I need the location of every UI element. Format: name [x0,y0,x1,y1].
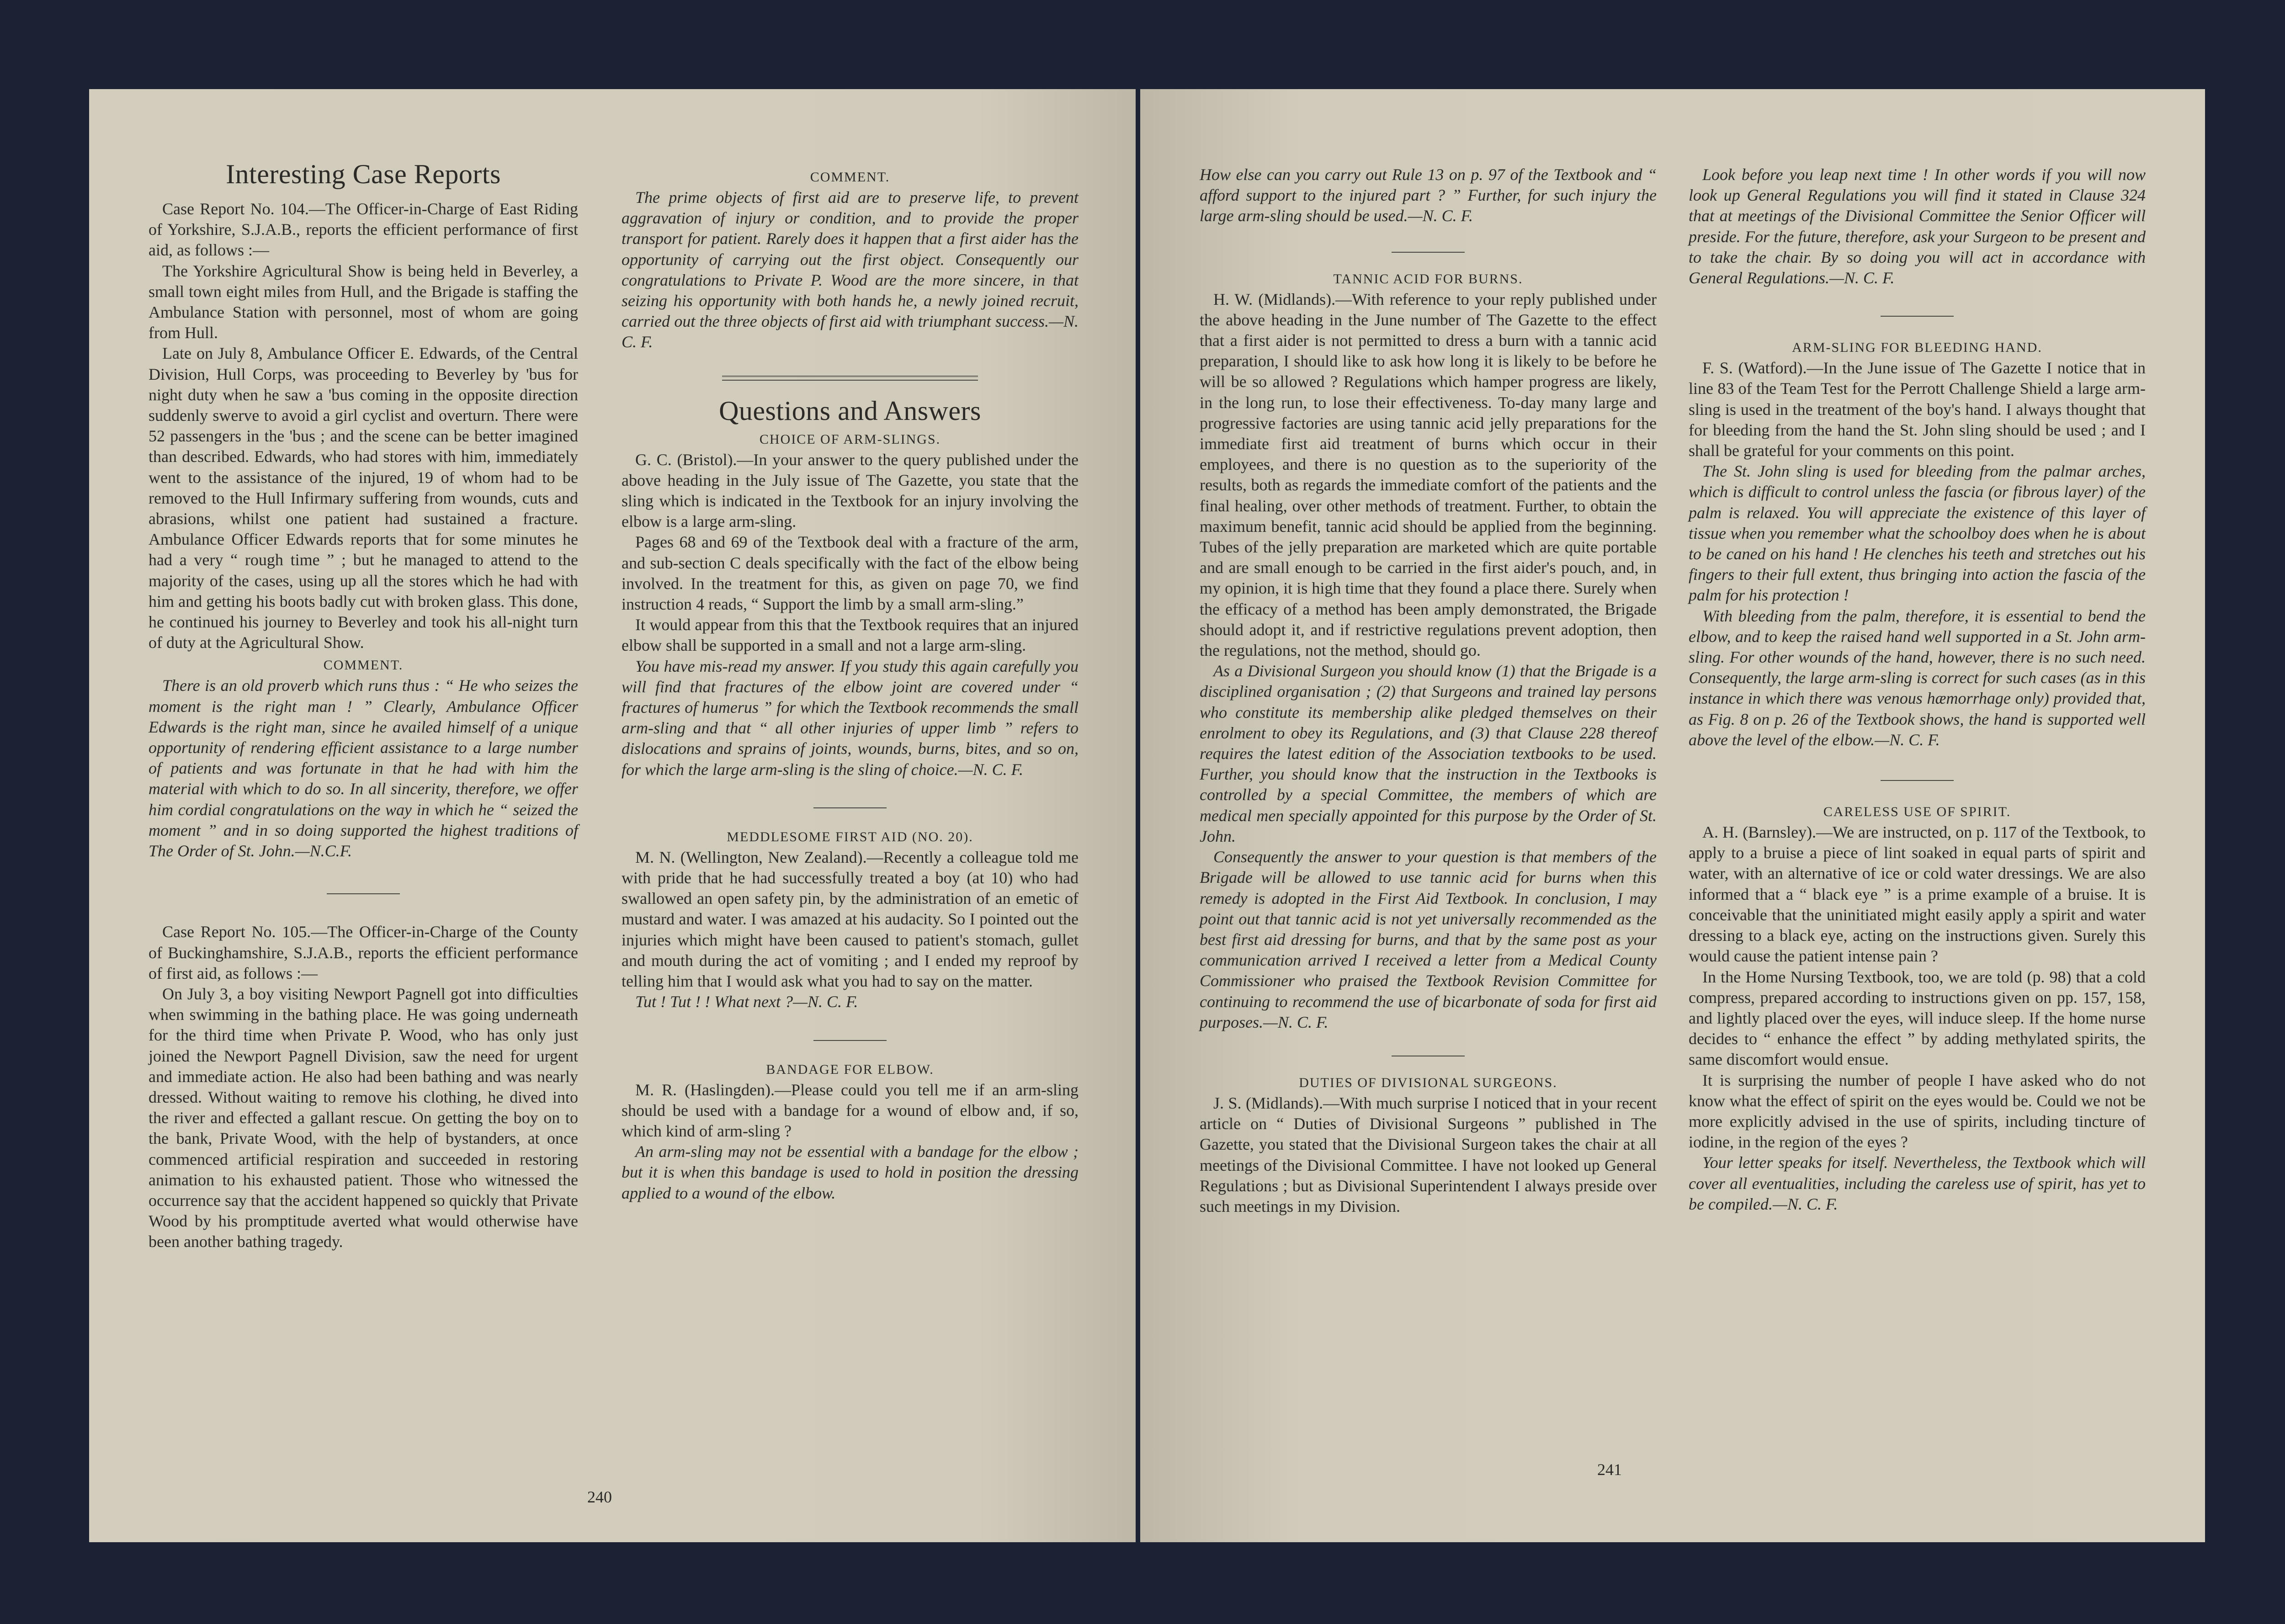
divider [1881,780,1954,781]
slings-reply: You have mis-read my answer. If you study this again carefully you will find that fractures of the elbow joint are covered under “ fractures of humerus ” for which the Textbook recommends the small arm-sling and that “ all other injuries of upper limb ” refers to dislocations and sprains of joints, wounds, burns, bites, and so on, for which the large arm-sling is the sling of choice.—N. C. F. [622,657,1079,779]
tannic-question: H. W. (Midlands).—With reference to your reply published under the above heading in the June number of The Gazette to the effect that a first aider is not permitted to dress a burn with a tannic acid preparation, I should like to ask how long it is likely to be before he will be so allowed ? Regulations which hamper progress are likely, in the long run, to lose their effectiveness. To-day many large and progressive factories are using tannic acid jelly preparations for the immediate first aid treatment of burns which occur in their employees, and there is no question as to the superiority of the results, both as regards the immediate comfort of the patients and the final healing, over other methods of treatment. Further, to obtain the maximum benefit, tannic acid should be applied from the beginning. Tubes of the jelly preparation are marketed which are quite portable and are small enough to be carried in the first aider's pouch, and, in my opinion, it is high time that they found a place there. Surely when the efficacy of a method has been amply demonstrated, the Brigade should adopt it, and if restrictive regulations prevent adoption, then the regulations, not the method, should go. [1200,290,1657,660]
divider [813,807,887,808]
spirit-question: A. H. (Barnsley).—We are instructed, on p. 117 of the Textbook, to apply to a bruise a piece of lint soaked in equal parts of spirit and water, with an alternative of ice or cold water dressings. We are also informed that a “ black eye ” is a prime example of a bruise. It is conceivable that the uninitiated might easily apply a spirit and water dressing to a black eye, acting on the instructions given. Surely this would cause the patient intense pain ? [1689,823,2146,966]
case-report-104-para: The Yorkshire Agricultural Show is being held in Beverley, a small town eight miles from Hull, and the Brigade is staffing the Ambulance Station with personnel, most of whom are going from Hull. [149,261,578,342]
left-column-1 [149,158,578,1252]
spirit-question: It is surprising the number of people I have asked who do not know what the effect of spirit on the eyes would be. Could we not be more explicitly advised in the use of spirits, including tincture of iodine, in the region of the eyes ? [1689,1071,2146,1152]
slings-question: G. C. (Bristol).—In your answer to the query published under the above heading in the July issue of The Gazette, you state that the sling which is indicated in the Textbook for an injury involving the elbow is a large arm-sling. [622,450,1079,531]
duties-question: J. S. (Midlands).—With much surprise I noticed that in your recent article on “ Duties of Divisional Surgeons ” published in The Gazette, you stated that the Divisional Surgeon takes the chair at all meetings of the Divisional Committee. I have not looked up General Regulations ; but as Divisional Superintendent I always preside over such meetings in my Division. [1200,1093,1657,1215]
spirit-reply: Your letter speaks for itself. Nevertheless, the Textbook which will cover all eventualities, including the careless use of spirit, has yet to be compiled.—N. C. F. [1689,1153,2146,1213]
case-report-105-para: On July 3, a boy visiting Newport Pagnell got into difficulties when swimming in the bathing place. He was going underneath for the third time when Private P. Wood, who has only just joined the Newport Pagnell Division, saw the need for urgent and immediate action. He also had been bathing and was nearly dressed. Without waiting to remove his clothing, he dived into the river and effected a gallant rescue. On getting the boy on to the bank, Private Wood, with the help of bystanders, at once commenced artificial respiration and succeeded in restoring animation to his exhausted patient. Those who witnessed the occurrence say that the accident happened so quickly that Private Wood by his promptitude averted what would otherwise have been another bathing tragedy. [149,984,578,1251]
spirit-question: In the Home Nursing Textbook, too, we are told (p. 98) that a cold compress, prepared according to instructions given on pp. 157, 158, and lightly placed over the eyes, will induce sleep. If the home nurse decides to “ enhance the effect ” by adding methylated spirits, the same discomfort would ensue. [1689,967,2146,1069]
case-report-104-intro: Case Report No. 104.—The Officer-in-Charge of East Riding of Yorkshire, S.J.A.B., reports the efficient performance of first aid, as follows :— [149,200,578,260]
duties-heading: DUTIES OF DIVISIONAL SURGEONS. [1299,1075,1557,1090]
spirit-heading: CARELESS USE OF SPIRIT. [1823,804,2011,820]
slings-question: Pages 68 and 69 of the Textbook deal with a fracture of the arm, and sub-section C deals specifically with the fact of the elbow being involved. In the treatment for this, as given on page 70, we find instruction 4 reads, “ Support the limb by a small arm-sling.” [622,533,1079,614]
right-page [1140,89,2205,1542]
comment-heading: COMMENT. [323,658,404,673]
meddlesome-reply: Tut ! Tut ! ! What next ?—N. C. F. [635,992,858,1011]
comment-104: There is an old proverb which runs thus : “ He who seizes the moment is the right man ! ” Clearly, Ambulance Officer Edwards is the right man, since he availed himself of a unique opportunity of rendering efficient assistance to a large number of patients and was fortunate in that he had with him the material with which to do so. In all sincerity, therefore, we offer him cordial congratulations on the way in which he “ seized the moment ” and in so doing supported the highest traditions of The Order of St. John.—N.C.F. [149,676,578,860]
bleeding-heading: ARM-SLING FOR BLEEDING HAND. [1792,340,2042,356]
divider [327,893,400,894]
meddlesome-heading: MEDDLESOME FIRST AID (NO. 20). [727,829,973,844]
page-number-left: 240 [587,1488,612,1506]
slings-heading: CHOICE OF ARM-SLINGS. [759,431,941,447]
divider [813,1040,887,1041]
left-column-2 [622,158,1079,1204]
double-rule [622,376,1079,381]
bandage-reply: An arm-sling may not be essential with a bandage for the elbow ; but it is when this bandage is used to hold in position the dressing applied to a wound of the elbow. [622,1142,1079,1202]
bleeding-reply: The St. John sling is used for bleeding from the palmar arches, which is difficult to control unless the fascia (or fibrous layer) of the palm is relaxed. You will appreciate the existence of this layer of tissue when you remember what the schoolboy does when he is about to be caned on his hand ! He clenches his teeth and stretches out his fingers to their full extent, thus bringing into action the fascia of the palm for his protection ! [1689,462,2146,605]
tannic-reply: Consequently the answer to your question is that members of the Brigade will be allowed to use tannic acid for burns when this remedy is adopted in the First Aid Textbook. In conclusion, I may point out that tannic acid is not yet universally recommended as the best first aid dressing for burns, and that by the same post as your communication arrived I received a letter from a Medical County Commissioner who praised the Textbook Revision Committee for continuing to recommend the use of bicarbonate of soda for first aid purposes.—N. C. F. [1200,848,1657,1031]
bandage-question: M. R. (Haslingden).—Please could you tell me if an arm-sling should be used with a bandage for a wound of elbow and, if so, which kind of arm-sling ? [622,1080,1079,1140]
divider [1392,252,1465,253]
questions-answers-title: Questions and Answers [719,395,981,426]
divider [1881,316,1954,317]
comment-105: The prime objects of first aid are to preserve life, to prevent aggravation of injury or condition, and to provide the proper transport for patient. Rarely does it happen that a first aider has the opportunity of carrying out the first object. Consequently our congratulations to Private P. Wood are the more sincere, in that seizing his opportunity with both hands he, a newly joined recruit, carried out the three objects of first aid with triumphant success.—N. C. F. [622,188,1079,351]
tannic-reply: As a Divisional Surgeon you should know (1) that the Brigade is a disciplined organisation ; (2) that Surgeons and trained lay persons who constitute its membership alike pledged themselves on their enrolment to obey its Regulations, and (3) that Clause 228 thereof requires the latest edition of the Association textbooks to be used. Further, you should know that the instruction in the Textbooks is controlled by a special Committee, the members of which are medical men specially appointed for this purpose by the Order of St. John. [1200,662,1657,845]
bandage-reply-continued: How else can you carry out Rule 13 on p. 97 of the Textbook and “ afford support to the injured part ? ” Further, for such injury the large arm-sling should be used.—N. C. F. [1200,165,1657,225]
tannic-heading: TANNIC ACID FOR BURNS. [1333,271,1523,287]
left-page [89,89,1136,1542]
case-reports-title: Interesting Case Reports [226,159,501,189]
case-report-104-para: Late on July 8, Ambulance Officer E. Edwards, of the Central Division, Hull Corps, was proceeding to Beverley by 'bus for night duty when he saw a 'bus coming in the opposite direction suddenly swerve to avoid a girl cyclist and overturn. There were 52 passengers in the 'bus ; and the scene can be better imagined than described. Edwards, who had stores with him, immediately went to the assistance of the injured, 19 of whom had to be removed to the Hull Infirmary suffering from wounds, cuts and abrasions, whilst one patient had sustained a fracture. Ambulance Officer Edwards reports that for some minutes he had a very “ rough time ” ; but he managed to attend to the majority of the cases, using up all the stores which he had with him and getting his boots badly cut with broken glass. This done, he continued his journey to Beverley and took his all-night turn of duty at the Agricultural Show. [149,344,578,652]
slings-question: It would appear from this that the Textbook requires that an injured elbow shall be supported in a small and not a large arm-sling. [622,616,1079,655]
bleeding-question: F. S. (Watford).—In the June issue of The Gazette I notice that in line 83 of the Team Test for the Perrott Challenge Shield a large arm-sling is used in the treatment of the boy's hand. I always thought that for bleeding from the hand the St. John sling should be used ; and I shall be grateful for your comments on this point. [1689,359,2146,460]
right-column-1 [1200,165,1657,1217]
case-report-105-intro: Case Report No. 105.—The Officer-in-Charge of the County of Buckinghamshire, S.J.A.B., reports the efficient performance of first aid, as follows :— [149,923,578,982]
right-column-2 [1689,165,2146,1215]
meddlesome-question: M. N. (Wellington, New Zealand).—Recently a colleague told me with pride that he had successfully treated a boy (at 10) who had swallowed an open safety pin, by the administration of an emetic of mustard and water. I was amazed at his audacity. So I pointed out the injuries which might have been caused to patient's stomach, gullet and mouth during the act of vomiting ; and I ended my reproof by telling him that I would ask what you had to say on the matter. [622,848,1079,991]
page-number-right: 241 [1597,1460,1622,1479]
bleeding-reply: With bleeding from the palm, therefore, it is essential to bend the elbow, and to keep the raised hand well supported in a St. John arm-sling. For other wounds of the hand, however, there is no such need. Consequently, the large arm-sling is correct for such cases (as in this instance in which there was venous hæmorrhage only) provided that, as Fig. 8 on p. 26 of the Textbook shows, the hand is supported well above the level of the elbow.—N. C. F. [1689,606,2146,749]
comment-heading: COMMENT. [810,170,890,185]
duties-reply: Look before you leap next time ! In other words if you will now look up General Regulations you will find it stated in Clause 324 that at meetings of the Divisional Committee the Senior Officer will preside. For the future, therefore, ask your Surgeon to be present and to take the chair. By so doing you will act in accordance with General Regulations.—N. C. F. [1689,165,2146,287]
bandage-heading: BANDAGE FOR ELBOW. [766,1061,934,1077]
